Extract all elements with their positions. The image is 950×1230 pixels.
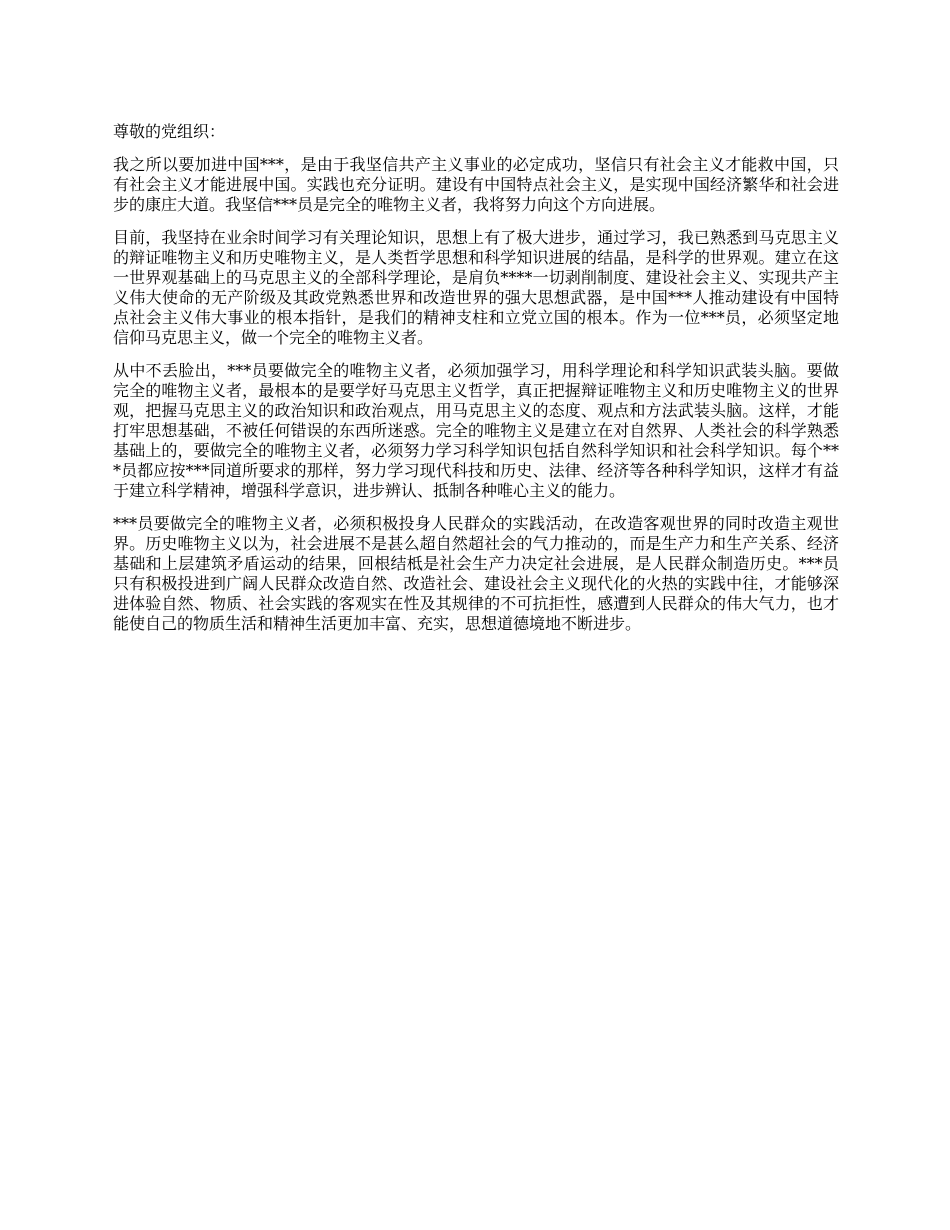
paragraph-4: ***员要做完全的唯物主义者，必须积极投身人民群众的实践活动，在改造客观世界的同时改造主观世界。历史唯物主义以为，社会进展不是甚么超自然超社会的气力推动的，而是生产力和生产关系、经济基础和上层建筑矛盾运动的结果，回根结柢是社会生产力决定社会进展，是人民群众制造历史。***员只有积极投进到广阔人民群众改造自然、改造社会、建设社会主义现代化的火热的实践中往，才能够深进体验自然、物质、社会实践的客观实在性及其规律的不可抗拒性，感遭到人民群众的伟大气力，也才能使自己的物质生活和精神生活更加丰富、充实，思想道德境地不断进步。: [113, 514, 839, 633]
paragraph-3: 从中不丢脸出，***员要做完全的唯物主义者，必须加强学习，用科学理论和科学知识武装头脑。要做完全的唯物主义者，最根本的是要学好马克思主义哲学，真正把握辩证唯物主义和历史唯物主义的世界观，把握马克思主义的政治知识和政治观点，用马克思主义的态度、观点和方法武装头脑。这样，才能打牢思想基础，不被任何错误的东西所迷惑。完全的唯物主义是建立在对自然界、人类社会的科学熟悉基础上的，要做完全的唯物主义者，必须努力学习科学知识包括自然科学知识和社会科学知识。每个***员都应按***同道所要求的那样，努力学习现代科技和历史、法律、经济等各种科学知识，这样才有益于建立科学精神，增强科学意识，进步辨认、抵制各种唯心主义的能力。: [113, 361, 839, 500]
document-body: [113, 122, 839, 647]
paragraph-1: 我之所以要加进中国***，是由于我坚信共产主义事业的必定成功，坚信只有社会主义才能救中国，只有社会主义才能进展中国。实践也充分证明。建设有中国特点社会主义，是实现中国经济繁华和社会进步的康庄大道。我坚信***员是完全的唯物主义者，我将努力向这个方向进展。: [113, 155, 839, 214]
salutation: 尊敬的党组织：: [113, 122, 226, 141]
paragraph-2: 目前，我坚持在业余时间学习有关理论知识，思想上有了极大进步，通过学习，我已熟悉到马克思主义的辩证唯物主义和历史唯物主义，是人类哲学思想和科学知识进展的结晶，是科学的世界观。建立在这一世界观基础上的马克思主义的全部科学理论，是肩负****一切剥削制度、建设社会主义、实现共产主义伟大使命的无产阶级及其政党熟悉世界和改造世界的强大思想武器，是中国***人推动建设有中国特点社会主义伟大事业的根本指针，是我们的精神支柱和立党立国的根本。作为一位***员，必须坚定地信仰马克思主义，做一个完全的唯物主义者。: [113, 228, 839, 347]
